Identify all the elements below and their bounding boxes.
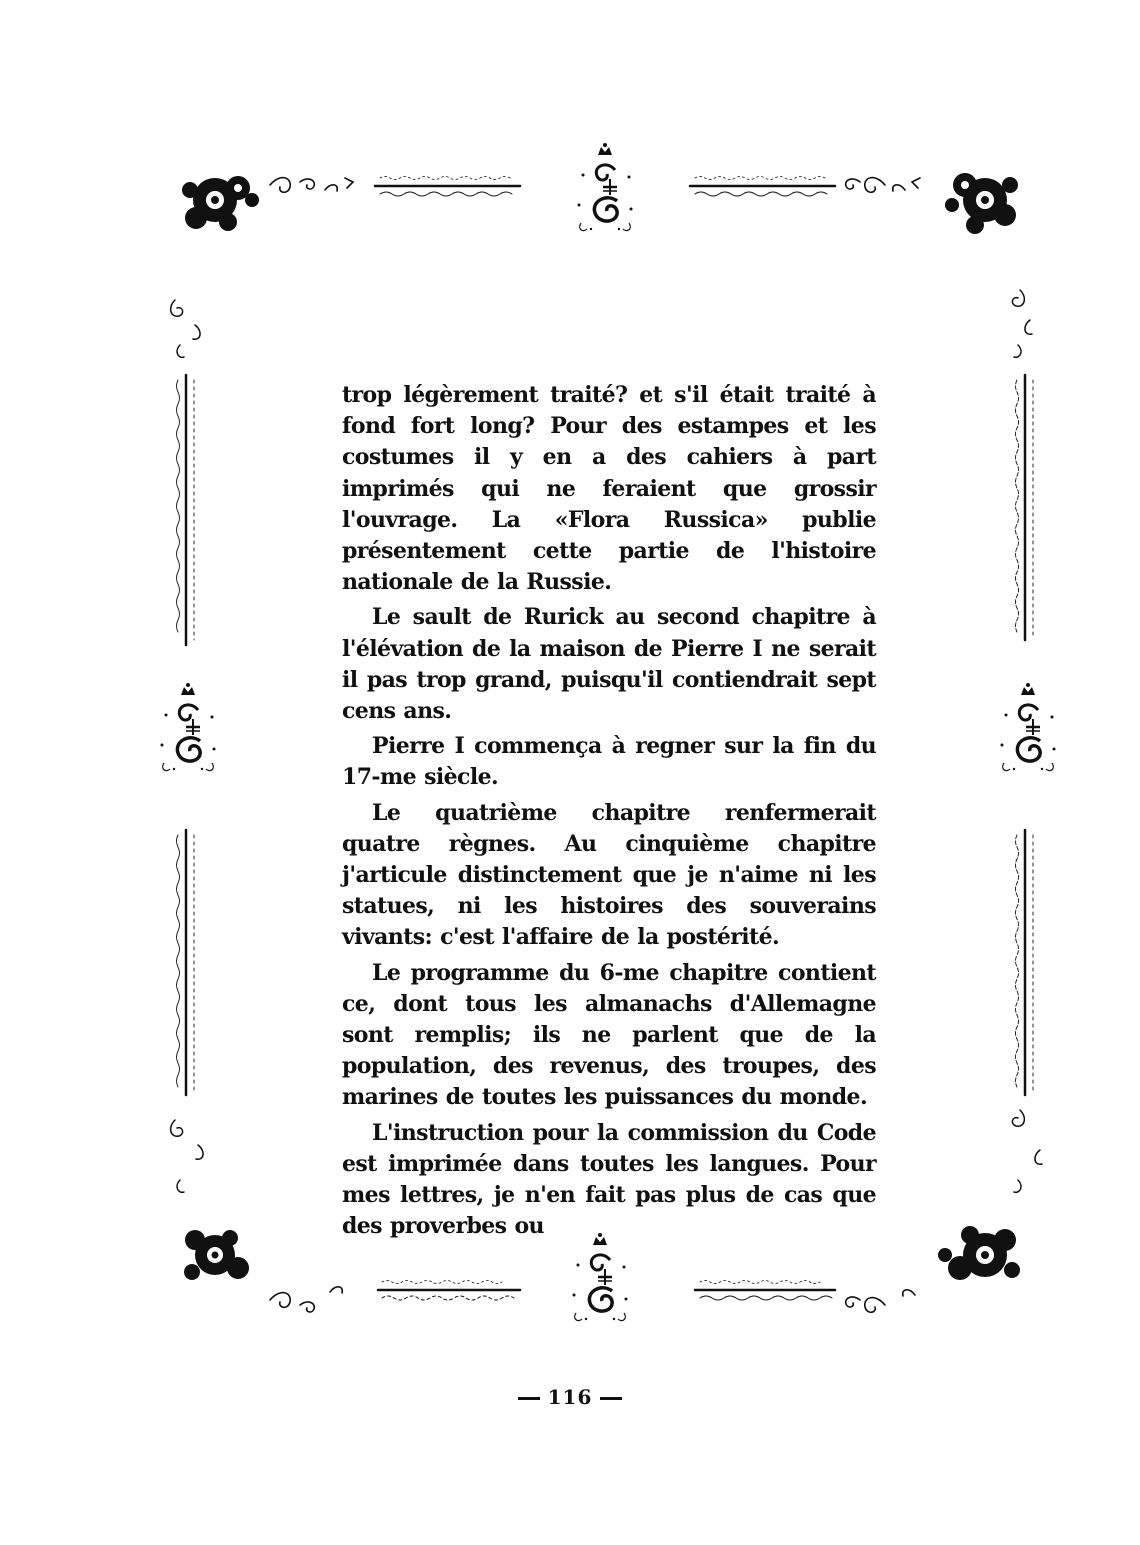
top-left-rule (375, 177, 520, 197)
paragraph-5: Le programme du 6-me chapitre contient ce, dont tous les almanachs d'Allemagne sont remplis; ils ne parlent que de la population, des revenus, des troupes, des marines de toutes les puissances du monde. (342, 959, 876, 1111)
paragraph-4: Le quatrième chapitre renfermerait quatre règnes. Au cinquième chapitre j'articule distinctement que je n'aime ni les statues, ni les histoires des souverains vivants: c'est l'affaire de la postérité. (342, 799, 876, 951)
paragraph-6: L'instruction pour la commission du Code est imprimée dans toutes les langues. Pour mes lettres, je n'en fait pas plus de cas que des proverbes ou (342, 1119, 876, 1240)
bottom-right-rule (695, 1281, 835, 1301)
left-lower-rule (177, 830, 195, 1095)
right-lower-rule (1016, 830, 1034, 1095)
corner-top-right (945, 173, 1018, 234)
page-number-value: 116 (547, 1385, 593, 1409)
corner-bottom-left (184, 1230, 249, 1280)
page-number (0, 1385, 1140, 1409)
paragraph-2: Le sault de Rurick au second chapitre à l'élévation de la maison de Pierre I ne serait il pas trop grand, puisqu'il contiendrait sept cens ans. (342, 604, 876, 725)
top-right-rule (690, 177, 835, 197)
dash-right (600, 1397, 622, 1400)
corner-top-left (182, 176, 259, 231)
paragraph-1: trop légèrement traité? et s'il était traité à fond fort long? Pour des estampes et les costumes il y en a des cahiers à part imprimés qui ne feraient que grossir l'ouvrage. La «Flora Russica» publie présentement cette partie de l'histoire nationale de la Russie. (342, 382, 876, 596)
right-upper-rule (1016, 375, 1034, 640)
paragraph-3: Pierre I commença à regner sur la fin du 17-me siècle. (342, 733, 876, 791)
dash-left (518, 1397, 540, 1400)
bottom-left-rule (378, 1281, 520, 1301)
left-upper-rule (177, 375, 195, 645)
body-text (342, 380, 876, 1246)
corner-bottom-right (938, 1226, 1020, 1280)
